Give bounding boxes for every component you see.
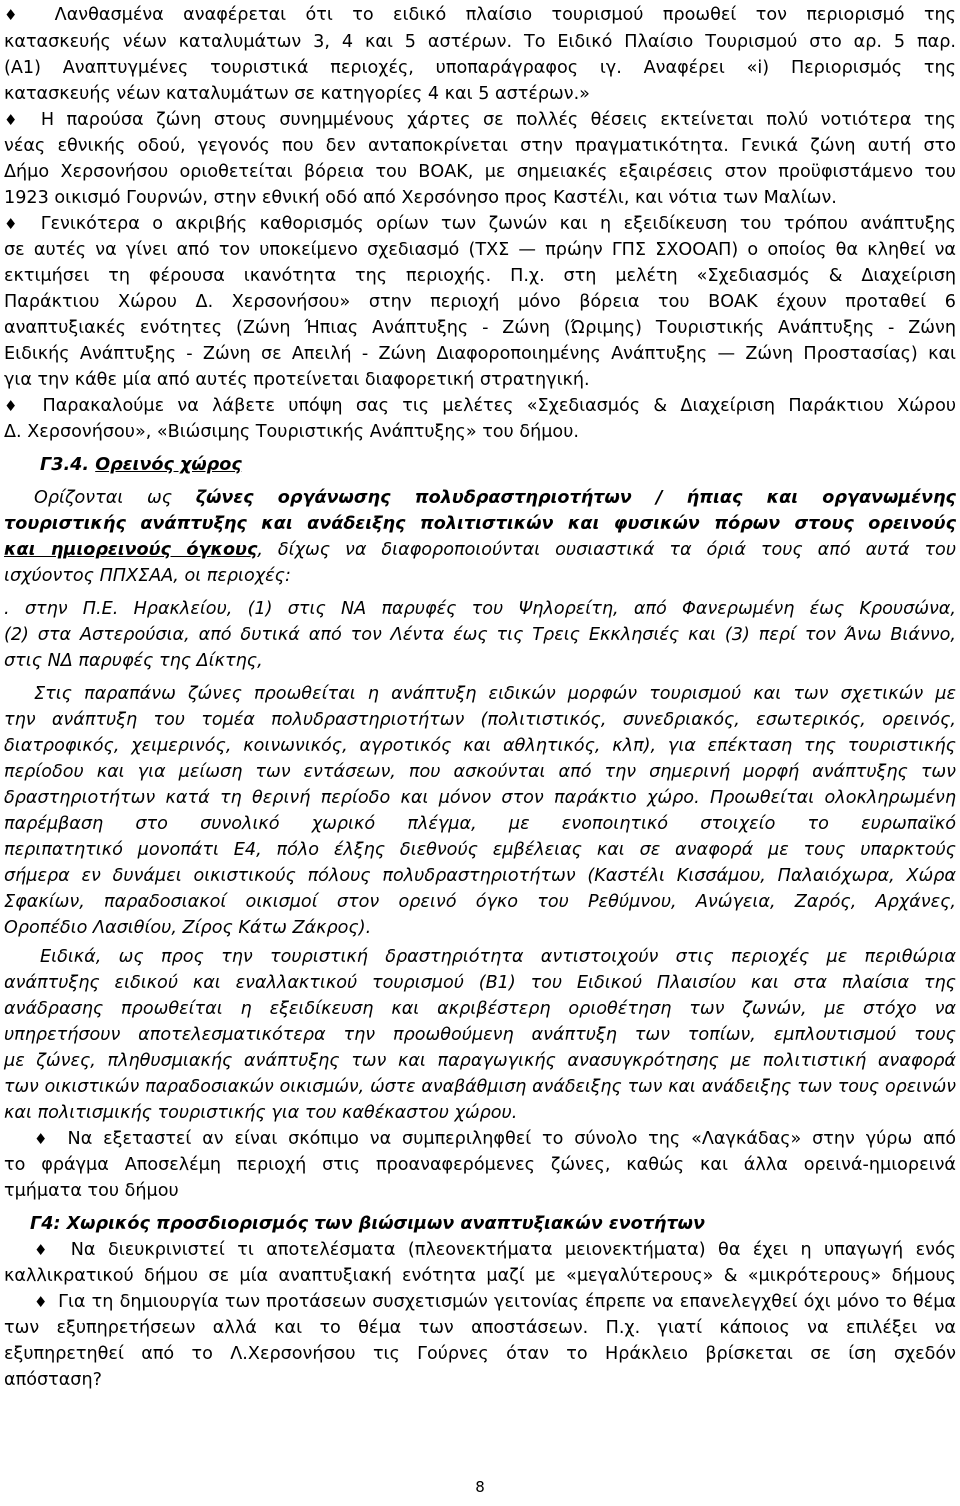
bullet-diamond-icon: ♦ <box>34 1241 55 1259</box>
paragraph-3-line-2: σε αυτές να γίνει από τον υποκείμενο σχεδιασμό (ΤΧΣ — πρώην ΓΠΣ ΣΧΟΟΑΠ) ο οποίος θα κληθεί να <box>4 240 956 260</box>
paragraph-1-line-4: κατασκευής νέων καταλυμάτων σε κατηγορίες 4 και 5 αστέρων.» <box>4 84 590 104</box>
section-heading-g34: Γ3.4. Ορεινός χώρος <box>40 455 242 475</box>
bullet-diamond-icon: ♦ <box>34 1130 53 1148</box>
paragraph-3-line-5: αναπτυξιακές ενότητες (Ζώνη Ήπιας Ανάπτυξης - Ζώνη (Ώριμης) Τουριστικής Ανάπτυξης - Ζώνη <box>4 318 956 338</box>
paragraph-2-line-4: 1923 οικισμό Γουρνών, στην εθνική οδό από Χερσόνησο προς Καστέλι, και νότια των Μαλίων. <box>4 188 837 208</box>
paragraph-7-line-1: Στις παραπάνω ζώνες προωθείται η ανάπτυξη ειδικών μορφών τουρισμού και των σχετικών με <box>34 684 956 704</box>
paragraph-8-line-6: των οικιστικών παραδοσιακών οικισμών, ώστε αναβάθμιση ανάδειξης των και ανάδειξης των τους ορεινών <box>4 1077 956 1097</box>
paragraph-6-line-3: στις ΝΔ παρυφές της Δίκτης, <box>4 651 263 671</box>
paragraph-8-line-7: και πολιτισμικής τουριστικής για του καθέκαστου χώρου. <box>4 1103 518 1123</box>
paragraph-9-line-2: το φράγμα Αποσελέμη περιοχή στις προαναφερόμενες ζώνες, καθώς και άλλα ορεινά-ημιορεινά <box>4 1155 956 1175</box>
paragraph-8-line-1: Ειδικά, ως προς την τουριστική δραστηριότητα αντιστοιχούν στις περιοχές με περιθώρια <box>40 947 956 967</box>
paragraph-10-line-2: καλλικρατικού δήμου σε μία αναπτυξιακή ενότητα μαζί με «μεγαλύτερους» & «μικρότερους» δήμους <box>4 1266 956 1286</box>
paragraph-7-line-10: Οροπέδιο Λασιθίου, Ζίρος Κάτω Ζάκρος). <box>4 918 372 938</box>
section-heading-g4: Γ4: Χωρικός προσδιορισμός των βιώσιμων αναπτυξιακών ενοτήτων <box>30 1214 705 1234</box>
paragraph-5-line-1: Ορίζονται ως ζώνες οργάνωσης πολυδραστηριοτήτων / ήπιας και οργανωμένης <box>34 488 956 508</box>
paragraph-11-line-2: των εξυπηρετήσεων αλλά και το θέμα των αποστάσεων. Π.χ. γιατί κάποιος να επιλέξει να <box>4 1318 956 1338</box>
paragraph-8-line-2: ανάπτυξης ειδικού και εναλλακτικού τουρισμού (Β1) του Ειδικού Πλαισίου και στα πλαίσια της <box>4 973 956 993</box>
paragraph-1-line-1: ♦ Λανθασμένα αναφέρεται ότι το ειδικό πλαίσιο τουρισμού προωθεί τον περιορισμό της <box>4 5 957 25</box>
bullet-diamond-icon: ♦ <box>4 397 26 415</box>
bullet-diamond-icon: ♦ <box>4 111 25 129</box>
paragraph-7-line-6: παρέμβαση στο συνολικό χωρικό πλέγμα, με ενοποιητικό στοιχείο το ευρωπαϊκό <box>4 814 956 834</box>
paragraph-2-line-3: Δήμο Χερσονήσου οριοθετείται βόρεια του ΒΟΑΚ, με σημειακές εξαιρέσεις στον προϋφιστάμενο του <box>4 162 956 182</box>
paragraph-5-line-2: τουριστικής ανάπτυξης και ανάδειξης πολιτιστικών και φυσικών πόρων στους ορεινούς <box>4 514 956 534</box>
paragraph-3-line-3: εκτιμήσει τη φέρουσα ικανότητα της περιοχής. Π.χ. στη μελέτη «Σχεδιασμός & Διαχείριση <box>4 266 956 286</box>
paragraph-2-line-2: νέας εθνικής οδού, γεγονός που δεν ανταποκρίνεται στην πραγματικότητα. Γενικά ζώνη αυτή στο <box>4 136 956 156</box>
paragraph-4-line-1: ♦ Παρακαλούμε να λάβετε υπόψη σας τις μελέτες «Σχεδιασμός & Διαχείριση Παράκτιου Χώρου <box>4 396 957 416</box>
paragraph-3-line-1: ♦ Γενικότερα ο ακριβής καθορισμός ορίων των ζωνών και η εξειδίκευση του τρόπου ανάπτυξης <box>4 214 957 234</box>
bullet-diamond-icon: ♦ <box>34 1293 49 1311</box>
paragraph-7-line-2: την ανάπτυξη του τομέα πολυδραστηριοτήτων (πολιτιστικός, συνεδριακός, εσωτερικός, ορεινός, <box>4 710 956 730</box>
paragraph-6-line-2: (2) στα Αστερούσια, από δυτικά από τον Λέντα έως τις Τρεις Εκκλησιές και (3) περί τον Άνω Βιάννο, <box>4 625 956 645</box>
paragraph-3-line-7: για την κάθε μία από αυτές προτείνεται διαφορετική στρατηγική. <box>4 370 590 390</box>
paragraph-9-line-1: ♦ Να εξεταστεί αν είναι σκόπιμο να συμπεριληφθεί το σύνολο της «Λαγκάδας» στην γύρω από <box>34 1129 957 1149</box>
paragraph-2-line-1: ♦ Η παρούσα ζώνη στους συνημμένους χάρτες σε πολλές θέσεις εκτείνεται πολύ νοτιότερα της <box>4 110 956 130</box>
page-number: 8 <box>475 1478 485 1496</box>
paragraph-1-line-2: κατασκευής νέων καταλυμάτων 3, 4 και 5 αστέρων. Το Ειδικό Πλαίσιο Τουρισμού στο αρ. 5 παρ. <box>4 32 956 52</box>
paragraph-5-line-3: και ημιορεινούς όγκους, δίχως να διαφοροποιούνται ουσιαστικά τα όριά τους από αυτά του <box>4 540 956 560</box>
paragraph-11-line-3: εξυπηρετηθεί από το Λ.Χερσονήσου τις Γούρνες όταν το Ηράκλειο βρίσκεται σε ίση σχεδόν <box>4 1344 956 1364</box>
paragraph-11-line-1: ♦ Για τη δημιουργία των προτάσεων συσχετισμών γειτονίας έπρεπε να επανελεγχθεί όχι μόνο το θέμα <box>34 1292 956 1312</box>
paragraph-7-line-4: περίοδου και για μείωση των εντάσεων, που ασκούνται από την σημερινή μορφή ανάπτυξης των <box>4 762 956 782</box>
paragraph-7-line-3: διατροφικός, χειμερινός, κοινωνικός, αγροτικός και αθλητικός, κλπ), για επέκταση της τουριστικής <box>4 736 956 756</box>
bullet-diamond-icon: ♦ <box>4 215 25 233</box>
paragraph-7-line-5: δραστηριοτήτων κατά τη θερινή περίοδο και μόνον στον παράκτιο χώρο. Προωθείται ολοκληρωμένη <box>4 788 956 808</box>
paragraph-6-line-1: . στην Π.Ε. Ηρακλείου, (1) στις ΝΑ παρυφές του Ψηλορείτη, από Φανερωμένη έως Κρουσώνα, <box>4 599 956 619</box>
paragraph-3-line-6: Ειδικής Ανάπτυξης - Ζώνη σε Απειλή - Ζώνη Διαφοροποιημένης Ανάπτυξης — Ζώνη Προστασίας) και <box>4 344 956 364</box>
paragraph-5-line-4: ισχύοντος ΠΠΧΣΑΑ, οι περιοχές: <box>4 566 291 586</box>
bullet-diamond-icon: ♦ <box>4 6 32 24</box>
paragraph-8-line-3: ανάδρασης προωθείται η εξειδίκευση και ακριβέστερη οριοθέτηση των ζωνών, με στόχο να <box>4 999 956 1019</box>
paragraph-3-line-4: Παράκτιου Χώρου Δ. Χερσονήσου» στην περιοχή μόνο βόρεια του ΒΟΑΚ έχουν προταθεί 6 <box>4 292 956 312</box>
paragraph-8-line-5: με ζώνες, πληθυσμιακής ανάπτυξης των και παραγωγικής ανασυγκρότησης με πολιτιστική αναφορά <box>4 1051 956 1071</box>
paragraph-9-line-3: τμήματα του δήμου <box>4 1181 179 1201</box>
paragraph-4-line-2: Δ. Χερσονήσου», «Βιώσιμης Τουριστικής Ανάπτυξης» του δήμου. <box>4 422 579 442</box>
paragraph-11-line-4: απόσταση? <box>4 1370 102 1390</box>
paragraph-8-line-4: υπηρετήσουν αποτελεσματικότερα την προωθούμενη ανάπτυξη των τοπίων, εμπλουτισμού τους <box>4 1025 956 1045</box>
paragraph-1-line-3: (Α1) Αναπτυγμένες τουριστικά περιοχές, υποπαράγραφος ιγ. Αναφέρει «i) Περιορισμός της <box>4 58 956 78</box>
paragraph-7-line-8: σήμερα εν δυνάμει οικιστικούς πόλους πολυδραστηριοτήτων (Καστέλι Κισσάμου, Παλαιόχωρα, Χώρα <box>4 866 956 886</box>
paragraph-7-line-9: Σφακίων, παραδοσιακοί οικισμοί στον ορεινό όγκο του Ρεθύμνου, Ανώγεια, Ζαρός, Αρχάνες, <box>4 892 956 912</box>
paragraph-10-line-1: ♦ Να διευκρινιστεί τι αποτελέσματα (πλεονεκτήματα μειονεκτήματα) θα έχει η υπαγωγή ενός <box>34 1240 956 1260</box>
paragraph-7-line-7: περιπατητικό μονοπάτι Ε4, πόλο έλξης διεθνούς εμβέλειας και σε αναφορά με τους υπαρκτούς <box>4 840 956 860</box>
